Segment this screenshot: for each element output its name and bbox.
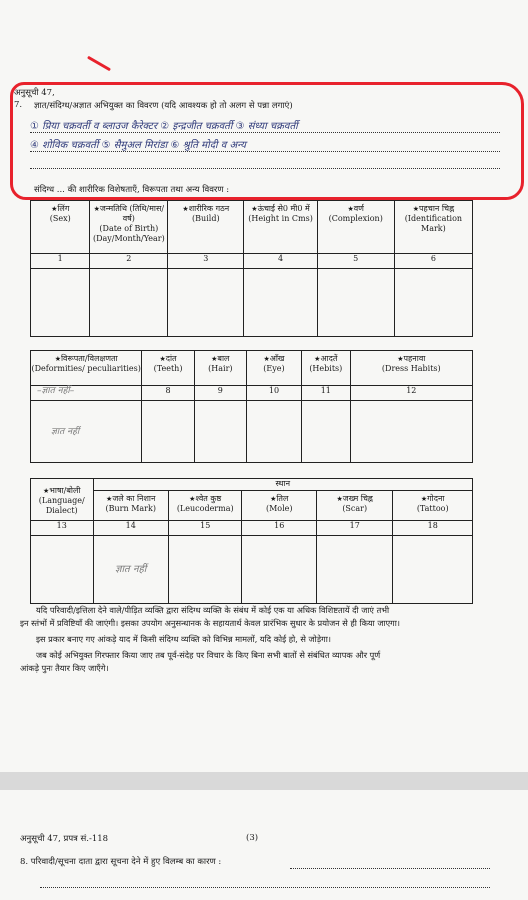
red-pen-tick bbox=[87, 56, 111, 72]
deformities-handwritten: –ज्ञात नहीं– bbox=[37, 386, 75, 396]
col-num-15: 15 bbox=[168, 521, 242, 536]
col-deformities-en: (Deformities/ peculiarities) bbox=[31, 364, 141, 373]
col-num-3: 3 bbox=[168, 254, 244, 269]
next-page bbox=[0, 790, 528, 900]
col-num-5: 5 bbox=[317, 254, 394, 269]
col-hair-en: (Hair) bbox=[208, 364, 233, 373]
col-num-2: 2 bbox=[90, 254, 168, 269]
col-tattoo-hi: गोदना bbox=[427, 494, 445, 503]
col-idmark-en: (Identification Mark) bbox=[404, 214, 463, 233]
deformities-row-handwritten: ज्ञात नहीं bbox=[51, 426, 80, 437]
col-habits-hi: आदतें bbox=[320, 354, 338, 363]
col-num-14: 14 bbox=[93, 521, 168, 536]
col-num-8: 8 bbox=[142, 386, 194, 401]
col-eye-hi: आँख bbox=[269, 354, 285, 363]
col-dob-hi: जन्मतिथि (तिथि/मास/वर्ष) bbox=[99, 204, 165, 223]
col-language-en: (Language/ Dialect) bbox=[38, 496, 85, 515]
section-7-number: 7. bbox=[14, 100, 23, 110]
note-3-line-2: आंकड़े पुनः तैयार किए जाएँगे। bbox=[20, 663, 109, 673]
note-1-line-1: यदि परिवादी/इत्तिला देने वाले/पीड़ित व्यक्ति द्वारा संदिग्ध व्यक्ति के संबंध में कोई एक या अधिक विशिष्टतायें दी जाएं तभी bbox=[36, 605, 390, 615]
col-language-hi: भाषा/बोली bbox=[49, 486, 81, 495]
col-complexion-hi: वर्ण bbox=[353, 204, 364, 213]
page-number: (3) bbox=[246, 833, 259, 843]
marks-handwritten: ज्ञात नहीं bbox=[115, 563, 147, 575]
accused-names-line-1: ① प्रिया चक्रवर्ती व ब्लाउज कैरेक्टर ② इन्द्रजीत चक्रवर्ती ③ संध्या चक्रवर्ती bbox=[30, 121, 298, 132]
accused-names-line-2: ④ शोविक चक्रवर्ती ⑤ सैमुअल मिरांडा ⑥ श्रुति मोदी व अन्य bbox=[30, 140, 246, 151]
col-num-11: 11 bbox=[302, 386, 351, 401]
col-hair-hi: बाल bbox=[217, 354, 230, 363]
physical-features-subheading: संदिग्ध ... की शारीरिक विशेषताएँ, विरूपता तथा अन्य विवरण : bbox=[34, 185, 230, 195]
col-height-en: (Height in Cms) bbox=[248, 214, 313, 223]
col-sex-en: (Sex) bbox=[49, 214, 71, 223]
page2-schedule-reference: अनुसूची 47, प्रपत्र सं.-118 bbox=[20, 834, 109, 844]
col-build-en: (Build) bbox=[192, 214, 220, 223]
col-num-12: 12 bbox=[350, 386, 472, 401]
physical-features-table: ★लिंग (Sex) ★जन्मतिथि (तिथि/मास/वर्ष) (Date of Birth) (Day/Month/Year) ★शारीरिक गठन (Build) ★ऊंचाई से0 मी0 में (Height in Cms) ★वर्ण (Complexion) ★पहचान चिह्न (Identification Mark) 1 2 3 4 5 6 bbox=[30, 200, 473, 337]
col-dress-hi: पहनावा bbox=[403, 354, 426, 363]
col-dress-en: (Dress Habits) bbox=[381, 364, 441, 373]
col-num-17: 17 bbox=[317, 521, 393, 536]
col-height-hi: ऊंचाई से0 मी0 में bbox=[257, 204, 310, 213]
col-leucoderma-hi: श्वेत कुष्ठ bbox=[195, 494, 222, 503]
location-group-header: स्थान bbox=[93, 479, 472, 491]
item-8-label: 8. परिवादी/सूचना दाता द्वारा सूचना देने में हुए विलम्ब का कारण : bbox=[20, 857, 222, 867]
col-deformities-hi: विरूपता/विलक्षणता bbox=[60, 354, 118, 363]
col-eye-en: (Eye) bbox=[263, 364, 285, 373]
col-num-13: 13 bbox=[31, 521, 94, 536]
col-num-1: 1 bbox=[31, 254, 90, 269]
note-2: इस प्रकार बनाए गए आंकड़े याद में किसी संदिग्ध व्यक्ति को विभिन्न मामलों, यदि कोई हो, से जोड़ेगा। bbox=[36, 634, 331, 644]
col-mole-hi: तिल bbox=[276, 494, 289, 503]
col-build-hi: शारीरिक गठन bbox=[188, 204, 230, 213]
col-scar-hi: जख्म चिह्न bbox=[342, 494, 373, 503]
col-num-18: 18 bbox=[393, 521, 473, 536]
red-pen-highlight bbox=[10, 82, 524, 200]
deformities-table: ★विरूपता/विलक्षणता (Deformities/ peculiarities) ★दांत (Teeth) ★बाल (Hair) ★आँख (Eye) ★आदतें (Hebits) ★पहनावा (Dress Habits) –ज्ञात नहीं– 8 9 10 11 12 ज्ञात नहीं bbox=[30, 350, 473, 463]
note-1-line-2: इन स्तंभों में प्रविष्टियाँ की जाएंगी। इसका उपयोग अनुसन्धानक के सहायतार्थ केवल प्रारंभिक सुधार के प्रयोजन से ही किया जाएगा। bbox=[20, 618, 400, 628]
col-burn-hi: जले का निशान bbox=[112, 494, 156, 503]
col-num-6: 6 bbox=[394, 254, 472, 269]
col-scar-en: (Scar) bbox=[342, 504, 368, 513]
col-tattoo-en: (Tattoo) bbox=[416, 504, 449, 513]
col-num-10: 10 bbox=[246, 386, 301, 401]
note-3-line-1: जब कोई अभियुक्त गिरफ्तार किया जाए तब पूर्व-संदेह पर विचार के किए बिना सभी बातों से संबंधित व्यापक और पूर्ण bbox=[36, 650, 381, 660]
col-teeth-en: (Teeth) bbox=[153, 364, 183, 373]
col-habits-en: (Hebits) bbox=[309, 364, 343, 373]
col-sex-hi: लिंग bbox=[57, 204, 70, 213]
section-7-title: ज्ञात/संदिग्ध/अज्ञात अभियुक्त का विवरण (यदि आवश्यक हो तो अलग से पन्ना लगाएं) bbox=[34, 101, 293, 111]
col-dob-en: (Date of Birth) (Day/Month/Year) bbox=[92, 224, 165, 243]
col-mole-en: (Mole) bbox=[265, 504, 293, 513]
col-num-9: 9 bbox=[194, 386, 246, 401]
col-num-16: 16 bbox=[242, 521, 317, 536]
schedule-reference: अनुसूची 47, bbox=[14, 88, 55, 98]
col-leucoderma-en: (Leucoderma) bbox=[176, 504, 234, 513]
col-burn-en: (Burn Mark) bbox=[105, 504, 156, 513]
col-teeth-hi: दांत bbox=[165, 354, 177, 363]
marks-table: ★भाषा/बोली (Language/ Dialect) स्थान ★जले का निशान (Burn Mark) ★श्वेत कुष्ठ (Leucoderma) ★तिल (Mole) ★जख्म चिह्न (Scar) ★गोदना (Tattoo) 13 14 15 16 17 18 ज्ञात नहीं bbox=[30, 478, 473, 604]
col-idmark-hi: पहचान चिह्न bbox=[418, 204, 455, 213]
col-complexion-en: (Complexion) bbox=[328, 214, 383, 223]
col-num-4: 4 bbox=[244, 254, 317, 269]
